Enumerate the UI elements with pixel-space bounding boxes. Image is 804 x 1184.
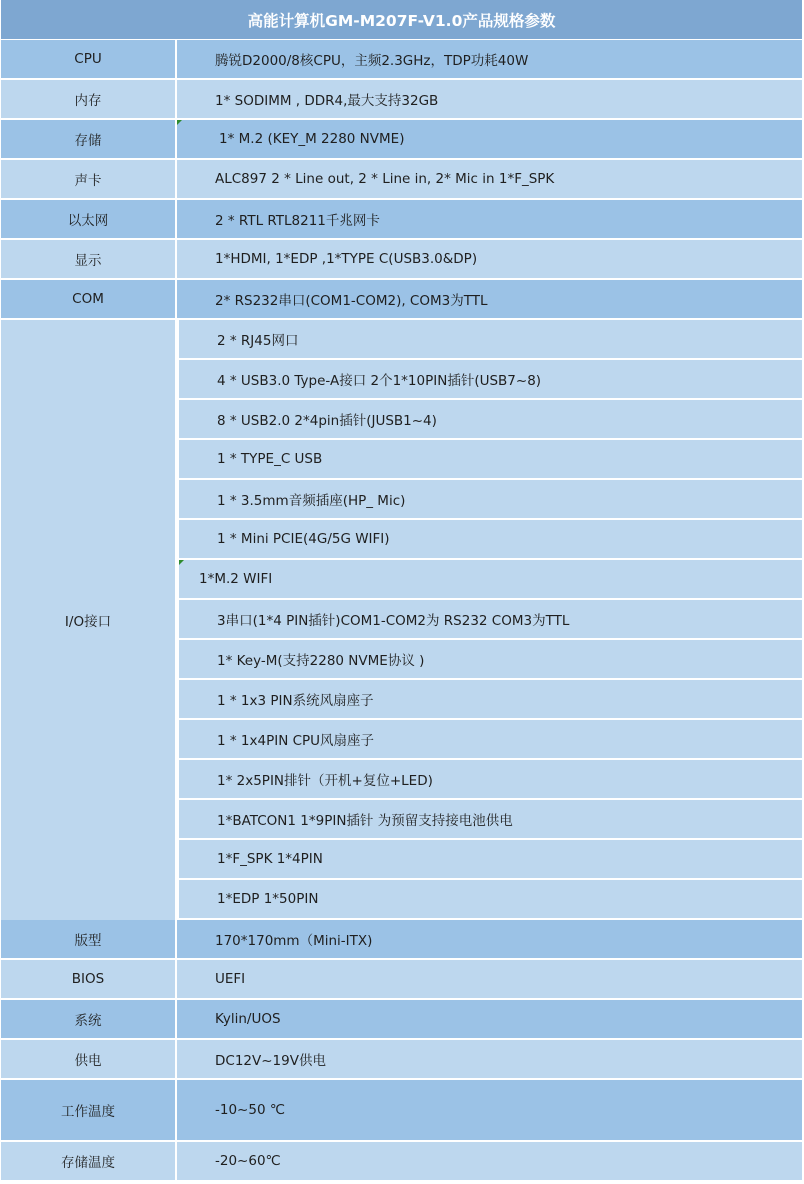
io-item bbox=[179, 800, 802, 840]
spec-row-os bbox=[1, 1000, 802, 1040]
cell-comment-marker bbox=[179, 560, 184, 565]
spec-value: 2 * RTL RTL8211千兆网卡 bbox=[177, 200, 802, 240]
io-item-text bbox=[179, 560, 802, 600]
spec-label: 版型 bbox=[1, 920, 177, 960]
spec-label: COM bbox=[1, 280, 177, 320]
io-item-text: 1*BATCON1 1*9PIN插针 为预留支持接电池供电 bbox=[179, 800, 802, 840]
io-item bbox=[179, 440, 802, 480]
io-item-text: 8 * USB2.0 2*4pin插针(JUSB1~4) bbox=[179, 400, 802, 440]
io-item bbox=[179, 600, 802, 640]
io-item bbox=[179, 520, 802, 560]
io-item bbox=[179, 840, 802, 880]
io-item-text: 2 * RJ45网口 bbox=[179, 320, 802, 360]
io-item bbox=[179, 560, 802, 600]
io-item-text: 1 * 1x4PIN CPU风扇座子 bbox=[179, 720, 802, 760]
spec-label: BIOS bbox=[1, 960, 177, 1000]
spec-value: ALC897 2 * Line out, 2 * Line in, 2* Mic in 1*F_SPK bbox=[177, 160, 802, 200]
spec-row-display bbox=[1, 240, 802, 280]
sheet-title: 高能计算机GM-M207F-V1.0产品规格参数 bbox=[1, 0, 802, 40]
io-item-text: 1 * Mini PCIE(4G/5G WIFI) bbox=[179, 520, 802, 560]
spec-label: 工作温度 bbox=[1, 1080, 177, 1142]
spec-label: 内存 bbox=[1, 80, 177, 120]
io-item-text: 1 * 1x3 PIN系统风扇座子 bbox=[179, 680, 802, 720]
io-item bbox=[179, 400, 802, 440]
io-item bbox=[179, 880, 802, 920]
spec-row-ethernet bbox=[1, 200, 802, 240]
spec-value bbox=[177, 120, 802, 160]
io-item bbox=[179, 360, 802, 400]
spec-label: 系统 bbox=[1, 1000, 177, 1040]
spec-row-audio bbox=[1, 160, 802, 200]
cell-comment-marker bbox=[177, 120, 182, 125]
io-item bbox=[179, 760, 802, 800]
spec-label: CPU bbox=[1, 40, 177, 80]
spec-row-bios bbox=[1, 960, 802, 1000]
io-item bbox=[179, 720, 802, 760]
spec-value: -20~60℃ bbox=[177, 1142, 802, 1182]
spec-row-operating-temp bbox=[1, 1080, 802, 1142]
io-item bbox=[179, 320, 802, 360]
spec-label: 显示 bbox=[1, 240, 177, 280]
io-item-text: 3串口(1*4 PIN插针)COM1-COM2为 RS232 COM3为TTL bbox=[179, 600, 802, 640]
spec-value: 170*170mm（Mini-ITX) bbox=[177, 920, 802, 960]
io-item bbox=[179, 680, 802, 720]
io-item-text: 1* 2x5PIN排针（开机+复位+LED) bbox=[179, 760, 802, 800]
io-item-label: 1*M.2 WIFI bbox=[199, 571, 273, 587]
io-item-text: 1*EDP 1*50PIN bbox=[179, 880, 802, 920]
spec-value: UEFI bbox=[177, 960, 802, 1000]
spec-row-storage-temp bbox=[1, 1142, 802, 1182]
spec-value: 2* RS232串口(COM1-COM2), COM3为TTL bbox=[177, 280, 802, 320]
spec-value: 腾锐D2000/8核CPU，主频2.3GHz，TDP功耗40W bbox=[177, 40, 802, 80]
spec-row-memory bbox=[1, 80, 802, 120]
spec-row-form-factor bbox=[1, 920, 802, 960]
io-label: I/O接口 bbox=[1, 320, 177, 920]
spec-label: 存储温度 bbox=[1, 1142, 177, 1182]
spec-row-power bbox=[1, 1040, 802, 1080]
spec-row-com bbox=[1, 280, 802, 320]
io-item bbox=[179, 640, 802, 680]
spec-value: -10~50 ℃ bbox=[177, 1080, 802, 1142]
spec-value: 1*HDMI, 1*EDP ,1*TYPE C(USB3.0&DP) bbox=[177, 240, 802, 280]
spec-label: 以太网 bbox=[1, 200, 177, 240]
spec-row-storage bbox=[1, 120, 802, 160]
io-item-text: 4 * USB3.0 Type-A接口 2个1*10PIN插针(USB7~8) bbox=[179, 360, 802, 400]
spec-value: Kylin/UOS bbox=[177, 1000, 802, 1040]
spec-label: 存储 bbox=[1, 120, 177, 160]
io-item-text: 1 * 3.5mm音频插座(HP_ Mic) bbox=[179, 480, 802, 520]
io-item-text: 1 * TYPE_C USB bbox=[179, 440, 802, 480]
spec-value-text: 1* M.2 (KEY_M 2280 NVME) bbox=[219, 131, 405, 147]
io-item bbox=[179, 480, 802, 520]
io-item-text: 1*F_SPK 1*4PIN bbox=[179, 840, 802, 880]
spec-value: 1* SODIMM , DDR4,最大支持32GB bbox=[177, 80, 802, 120]
io-item-text: 1* Key-M(支持2280 NVME协议 ) bbox=[179, 640, 802, 680]
spec-label: 声卡 bbox=[1, 160, 177, 200]
spec-row-cpu bbox=[1, 40, 802, 80]
spec-label: 供电 bbox=[1, 1040, 177, 1080]
spec-value: DC12V~19V供电 bbox=[177, 1040, 802, 1080]
